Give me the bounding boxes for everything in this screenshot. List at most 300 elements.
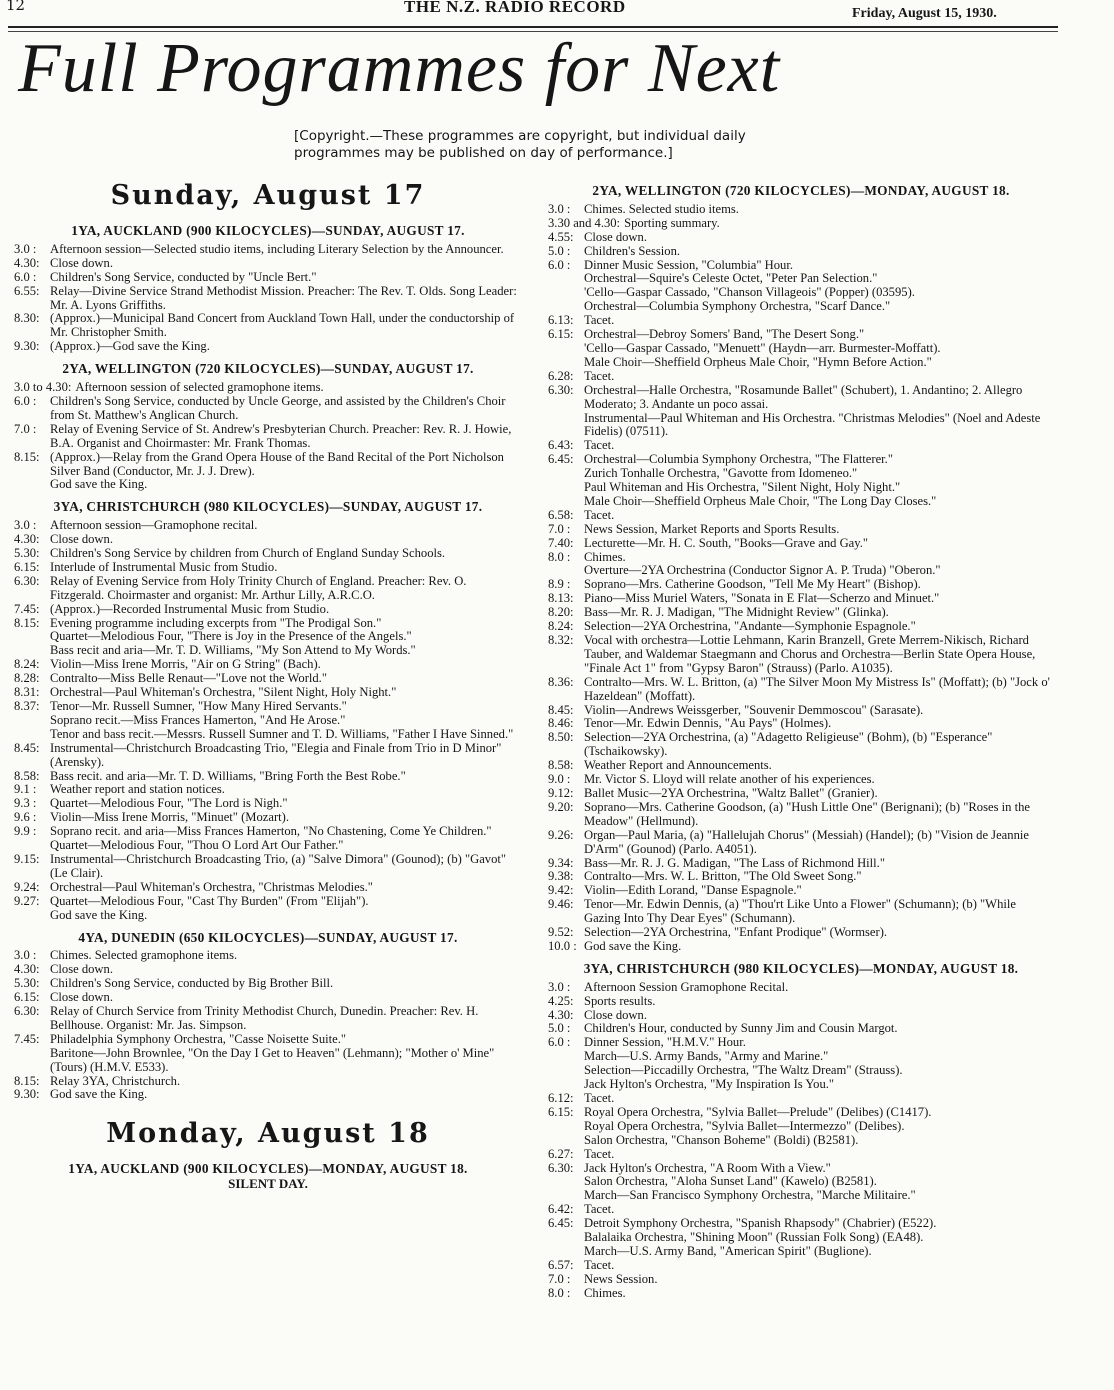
programme-item — [14, 825, 522, 839]
programme-item — [14, 381, 522, 395]
programme-text: Soprano recit. and aria—Miss Frances Hamerton, "No Chastening, Come Ye Children." — [50, 824, 492, 839]
programme-text: Violin—Andrews Weissgerber, "Souvenir Demmoscou" (Sarasate). — [584, 702, 924, 717]
programme-time: 7.0 : — [14, 421, 37, 436]
programme-text: Violin—Miss Irene Morris, "Minuet" (Mozart). — [50, 810, 289, 825]
programme-item — [548, 1245, 1054, 1259]
programme-item — [548, 1036, 1054, 1050]
programme-text: Contralto—Miss Belle Renaut—"Love not the World." — [50, 671, 327, 686]
programme-time: 8.31: — [14, 685, 40, 700]
programme-time: 6.58: — [548, 507, 574, 522]
programme-text: Weather report and station notices. — [50, 782, 225, 797]
programme-item — [548, 439, 1054, 453]
programme-text: Orchestral—Squire's Celeste Octet, "Peter Pan Selection." — [584, 271, 878, 286]
programme-text: Close down. — [50, 962, 113, 977]
programme-text: Salon Orchestra, "Chanson Boheme" (Boldi) (B2581). — [584, 1132, 859, 1147]
programme-item — [548, 286, 1054, 300]
programme-time: 9.30: — [14, 339, 40, 354]
programme-time: 5.30: — [14, 546, 40, 561]
programme-text: Tacet. — [584, 1202, 615, 1217]
programme-item — [548, 272, 1054, 286]
programme-time: 3.0 : — [14, 518, 37, 533]
programme-time: 9.52: — [548, 925, 574, 940]
programme-text: Afternoon session of selected gramophone items. — [75, 380, 324, 395]
programme-time: 6.13: — [548, 313, 574, 328]
programme-text: Jack Hylton's Orchestra, "My Inspiration Is You." — [584, 1077, 835, 1092]
programme-text: God save the King. — [584, 938, 682, 953]
programme-item — [548, 1273, 1054, 1287]
programme-item — [14, 575, 522, 603]
programme-time: 6.42: — [548, 1202, 574, 1217]
programme-item — [548, 787, 1054, 801]
programme-text: Male Choir—Sheffield Orpheus Male Choir, "Hymn Before Action." — [584, 354, 932, 369]
station-title-auckland-monday: 1YA, AUCKLAND (900 KILOCYCLES)—MONDAY, AUGUST 18. — [68, 1161, 468, 1177]
programme-item — [14, 811, 522, 825]
issue-date: Friday, August 15, 1930. — [852, 6, 997, 21]
programme-text: Soprano—Mrs. Catherine Goodson, (a) "Hush Little One" (Berignani); (b) "Roses in the Meadow" (Hellmund). — [584, 799, 1030, 828]
programme-item — [548, 634, 1054, 676]
programme-item — [548, 495, 1054, 509]
programme-item — [14, 340, 522, 354]
programme-item — [548, 1106, 1054, 1120]
programme-text: Dinner Session, "H.M.V." Hour. — [584, 1035, 746, 1050]
programme-item — [14, 672, 522, 686]
programme-time: 8.0 : — [548, 1285, 571, 1300]
programme-item — [14, 1088, 522, 1102]
programme-time: 3.0 : — [548, 201, 571, 216]
programme-time: 8.50: — [548, 730, 574, 745]
programme-time: 9.34: — [548, 855, 574, 870]
programme-text: Close down. — [584, 1007, 647, 1022]
programme-item — [548, 1134, 1054, 1148]
programme-text: (Approx.)—Relay from the Grand Opera House of the Band Recital of the Port Nicholson Silver Band (Conductor, Mr. J. J. Drew). — [50, 449, 504, 478]
programme-text: News Session. — [584, 1271, 658, 1286]
programme-item — [14, 547, 522, 561]
programme-time: 8.15: — [14, 1073, 40, 1088]
programme-time: 8.36: — [548, 674, 574, 689]
programme-text: Selection—2YA Orchestrina, "Enfant Prodique" (Wormser). — [584, 925, 888, 940]
programme-time: 8.15: — [14, 449, 40, 464]
programme-text: Sporting summary. — [624, 215, 720, 230]
programme-text: Organ—Paul Maria, (a) "Hallelujah Chorus" (Messiah) (Handel); (b) "Vision de Jeannie D'Arm" (Gounod) (Parlo. A4051). — [584, 827, 1029, 856]
silent-day-note: SILENT DAY. — [228, 1176, 308, 1192]
programme-time: 9.3 : — [14, 796, 37, 811]
programme-text: Bass recit and aria—Mr. T. D. Williams, "My Son Attend to My Words." — [50, 643, 416, 658]
programme-time: 3.30 and 4.30: — [548, 215, 621, 230]
programme-time: 4.30: — [14, 962, 40, 977]
programme-text: (Approx.)—Recorded Instrumental Music from Studio. — [50, 601, 330, 616]
monday-stations — [548, 184, 1054, 1301]
programme-text: God save the King. — [50, 1087, 148, 1102]
programme-time: 8.9 : — [548, 577, 571, 592]
left-column — [14, 176, 522, 1191]
station-title: 3YA, CHRISTCHURCH (980 KILOCYCLES)—MONDAY, AUGUST 18. — [583, 960, 1019, 976]
programme-item — [548, 592, 1054, 606]
programme-text: (Approx.)—God save the King. — [50, 339, 210, 354]
programme-time: 4.30: — [14, 255, 40, 270]
programme-text: Overture—2YA Orchestrina (Conductor Signor A. P. Truda) "Oberon." — [584, 563, 941, 578]
programme-item — [14, 895, 522, 909]
programme-item — [548, 1259, 1054, 1273]
programme-time: 4.30: — [14, 532, 40, 547]
programme-text: Children's Session. — [584, 243, 681, 258]
programme-time: 6.57: — [548, 1257, 574, 1272]
programme-time: 6.0 : — [548, 257, 571, 272]
programme-text: Tenor—Mr. Russell Sumner, "How Many Hired Servants." — [50, 699, 347, 713]
programme-item — [548, 453, 1054, 467]
programme-text: Ballet Music—2YA Orchestrina, "Waltz Ballet" (Granier). — [584, 785, 878, 800]
programme-text: Mr. Victor S. Lloyd will relate another of his experiences. — [584, 772, 875, 787]
programme-text: Contralto—Mrs. W. L. Britton, "The Old Sweet Song." — [584, 869, 862, 884]
programme-time: 3.0 : — [14, 241, 37, 256]
page-number: 12 — [6, 0, 26, 14]
programme-time: 9.24: — [14, 879, 40, 894]
programme-text: News Session, Market Reports and Sports Results. — [584, 521, 840, 536]
programme-item — [548, 773, 1054, 787]
station-title: 4YA, DUNEDIN (650 KILOCYCLES)—SUNDAY, AUGUST 17. — [78, 929, 458, 945]
programme-text: Balalaika Orchestra, "Shining Moon" (Russian Folk Song) (EA48). — [584, 1230, 924, 1245]
programme-item — [548, 578, 1054, 592]
programme-text: Selection—Piccadilly Orchestra, "The Waltz Dream" (Strauss). — [584, 1063, 903, 1078]
programme-item — [14, 257, 522, 271]
programme-item — [548, 259, 1054, 273]
station-title: 2YA, WELLINGTON (720 KILOCYCLES)—SUNDAY, AUGUST 17. — [62, 361, 474, 377]
programme-item — [548, 676, 1054, 704]
programme-time: 8.13: — [548, 591, 574, 606]
programme-item — [548, 370, 1054, 384]
programme-item — [548, 1175, 1054, 1189]
programme-item — [14, 561, 522, 575]
programme-item — [548, 551, 1054, 565]
programme-text: Sports results. — [584, 993, 656, 1008]
programme-text: Tenor—Mr. Edwin Dennis, (a) "Thou'rt Like Unto a Flower" (Schumann); (b) "While Gazing Into Thy Dear Eyes" (Schumann). — [584, 897, 1016, 926]
programme-item — [14, 603, 522, 617]
programme-item — [548, 231, 1054, 245]
programme-item — [548, 829, 1054, 857]
programme-item — [548, 1189, 1054, 1203]
programme-time: 8.24: — [548, 619, 574, 634]
programme-item — [548, 356, 1054, 370]
programme-time: 5.0 : — [548, 243, 571, 258]
programme-item — [548, 884, 1054, 898]
programme-text: Paul Whiteman and His Orchestra, "Silent Night, Holy Night." — [584, 480, 901, 495]
programme-text: Bass—Mr. R. J. G. Madigan, "The Lass of Richmond Hill." — [584, 855, 885, 870]
programme-time: 9.15: — [14, 851, 40, 866]
programme-text: Orchestral—Paul Whiteman's Orchestra, "Silent Night, Holy Night." — [50, 685, 397, 700]
programme-text: Bass recit. and aria—Mr. T. D. Williams, "Bring Forth the Best Robe." — [50, 768, 406, 783]
programme-time: 7.0 : — [548, 1271, 571, 1286]
programme-item — [548, 1287, 1054, 1301]
programme-time: 3.0 : — [14, 948, 37, 963]
programme-text: Instrumental—Christchurch Broadcasting Trio, "Elegia and Finale from Trio in D Minor" (Arensky). — [50, 740, 502, 769]
programme-text: Orchestral—Paul Whiteman's Orchestra, "Christmas Melodies." — [50, 879, 373, 894]
programme-text: Afternoon session—Gramophone recital. — [50, 518, 258, 533]
station-title: 1YA, AUCKLAND (900 KILOCYCLES)—SUNDAY, AUGUST 17. — [71, 223, 465, 238]
programme-item — [14, 644, 522, 658]
page-headline: Full Programmes for Next — [18, 30, 781, 107]
programme-text: Orchestral—Columbia Symphony Orchestra, "Scarf Dance." — [584, 299, 891, 314]
programme-item — [14, 700, 522, 714]
programme-text: Tacet. — [584, 1146, 615, 1161]
programme-text: Relay of Evening Service from Holy Trinity Church of England. Preacher: Rev. O. Fitzgerald. Choirmaster and organist: Mr. Arthur Lilly, A.R.C.O. — [50, 573, 467, 602]
programme-text: Chimes. — [584, 1285, 626, 1300]
programme-item — [548, 1217, 1054, 1231]
programme-time: 7.45: — [14, 1031, 40, 1046]
programme-time: 8.58: — [548, 758, 574, 773]
programme-time: 9.38: — [548, 869, 574, 884]
programme-time: 8.37: — [14, 699, 40, 713]
programme-text: Male Choir—Sheffield Orpheus Male Choir, "The Long Day Closes." — [584, 493, 937, 508]
programme-item — [548, 203, 1054, 217]
programme-item — [14, 395, 522, 423]
programme-text: Relay of Church Service from Trinity Methodist Church, Dunedin. Preacher: Rev. H. Bellhouse. Organist: Mr. Jas. Simpson. — [50, 1004, 479, 1032]
publication-title: THE N.Z. RADIO RECORD — [404, 0, 626, 16]
programme-text: Close down. — [50, 532, 113, 547]
programme-item — [548, 1064, 1054, 1078]
programme-time: 6.55: — [14, 283, 40, 298]
programme-item — [548, 328, 1054, 342]
programme-text: Instrumental—Paul Whiteman and His Orchestra. "Christmas Melodies" (Noel and Adeste Fidelis) (07511). — [584, 410, 1041, 439]
programme-text: Tacet. — [584, 313, 615, 328]
programme-item — [548, 1203, 1054, 1217]
programme-text: 'Cello—Gaspar Cassado, "Menuett" (Haydn—arr. Burmester-Moffatt). — [584, 340, 941, 355]
programme-text: Close down. — [50, 255, 113, 270]
programme-text: Jack Hylton's Orchestra, "A Room With a View." — [584, 1160, 831, 1175]
programme-time: 3.0 : — [548, 979, 571, 994]
programme-time: 4.55: — [548, 229, 574, 244]
programme-item — [14, 478, 522, 492]
programme-time: 7.40: — [548, 535, 574, 550]
programme-text: Afternoon Session Gramophone Recital. — [584, 979, 789, 994]
programme-text: Salon Orchestra, "Aloha Sunset Land" (Kawelo) (B2581). — [584, 1174, 877, 1189]
programme-item — [548, 926, 1054, 940]
programme-text: Lecturette—Mr. H. C. South, "Books—Grave and Gay." — [584, 535, 869, 550]
programme-item — [548, 509, 1054, 523]
programme-text: Quartet—Melodious Four, "Thou O Lord Art Our Father." — [50, 838, 344, 853]
programme-item — [14, 1005, 522, 1033]
programme-item — [548, 245, 1054, 259]
programme-item — [14, 1075, 522, 1089]
programme-text: Zurich Tonhalle Orchestra, "Gavotte from Idomeneo." — [584, 466, 858, 481]
programme-item — [548, 564, 1054, 578]
programme-item — [548, 1050, 1054, 1064]
programme-time: 6.15: — [548, 1104, 574, 1119]
programme-time: 6.0 : — [14, 269, 37, 284]
programme-item — [548, 481, 1054, 495]
programme-item — [14, 533, 522, 547]
sunday-stations — [14, 224, 522, 1102]
programme-time: 8.32: — [548, 633, 574, 647]
programme-time: 9.30: — [14, 1087, 40, 1102]
programme-text: Tenor and bass recit.—Messrs. Russell Sumner and T. D. Williams, "Father I Have Sinned." — [50, 726, 514, 741]
programme-text: Royal Opera Orchestra, "Sylvia Ballet—Prelude" (Delibes) (C1417). — [584, 1104, 932, 1119]
programme-text: Children's Song Service, conducted by Uncle George, and assisted by the Children's Choir from St. Matthew's Anglican Church. — [50, 393, 506, 422]
day-heading-monday: Monday, August 18 — [106, 1118, 430, 1150]
programme-item — [548, 1092, 1054, 1106]
programme-text: Royal Opera Orchestra, "Sylvia Ballet—Intermezzo" (Delibes). — [584, 1118, 905, 1133]
programme-item — [548, 467, 1054, 481]
programme-item — [548, 759, 1054, 773]
programme-item — [14, 853, 522, 881]
programme-text: Tacet. — [584, 1257, 615, 1272]
programme-time: 6.15: — [14, 559, 40, 574]
programme-item — [548, 731, 1054, 759]
programme-text: Evening programme including excerpts from "The Prodigal Son." — [50, 615, 382, 630]
programme-item — [548, 898, 1054, 926]
programme-item — [14, 243, 522, 257]
programme-item — [14, 797, 522, 811]
programme-text: Contralto—Mrs. W. L. Britton, (a) "The Silver Moon My Mistress Is" (Moffatt); (b) "Jock o' Hazeldean" (Moffatt). — [584, 674, 1050, 703]
programme-text: Philadelphia Symphony Orchestra, "Casse Noisette Suite." — [50, 1031, 347, 1046]
programme-time: 9.9 : — [14, 824, 37, 839]
programme-text: Tacet. — [584, 438, 615, 453]
programme-time: 6.30: — [14, 573, 40, 588]
programme-time: 8.46: — [548, 716, 574, 731]
copyright-note: [Copyright.—These programmes are copyright, but individual daily programmes may be published on day of performance.] — [294, 128, 746, 161]
programme-time: 7.45: — [14, 601, 40, 616]
programme-item — [548, 857, 1054, 871]
programme-text: Tacet. — [584, 368, 615, 383]
programme-text: Bass—Mr. R. J. Madigan, "The Midnight Review" (Glinka). — [584, 605, 889, 620]
programme-text: Relay 3YA, Christchurch. — [50, 1073, 181, 1088]
programme-item — [548, 870, 1054, 884]
programme-text: Piano—Miss Muriel Waters, "Sonata in E Flat—Scherzo and Minuet." — [584, 591, 940, 606]
programme-time: 10.0 : — [548, 938, 577, 953]
programme-time: 4.25: — [548, 993, 574, 1008]
programme-item — [548, 717, 1054, 731]
programme-item — [14, 963, 522, 977]
programme-item — [548, 300, 1054, 314]
programme-item — [14, 423, 522, 451]
programme-text: Orchestral—Halle Orchestra, "Rosamunde Ballet" (Schubert), 1. Andantino; 2. Allegro Moderato; 3. Andante un poco assai. — [584, 382, 1023, 411]
programme-time: 9.27: — [14, 893, 40, 908]
programme-item — [548, 801, 1054, 829]
programme-item — [14, 742, 522, 770]
programme-time: 9.12: — [548, 785, 574, 800]
programme-text: Violin—Edith Lorand, "Danse Espagnole." — [584, 883, 802, 898]
programme-text: Close down. — [50, 990, 113, 1005]
programme-time: 9.0 : — [548, 772, 571, 787]
station-title: 3YA, CHRISTCHURCH (980 KILOCYCLES)—SUNDAY, AUGUST 17. — [53, 499, 483, 515]
programme-time: 8.30: — [14, 311, 40, 326]
programme-text: March—U.S. Army Band, "American Spirit" (Buglione). — [584, 1243, 872, 1258]
programme-text: Baritone—John Brownlee, "On the Day I Get to Heaven" (Lehmann); "Mother o' Mine" (Tours) (H.M.V. E533). — [50, 1045, 495, 1074]
programme-text: Orchestral—Columbia Symphony Orchestra, "The Flatterer." — [584, 452, 893, 467]
programme-text: Relay—Divine Service Strand Methodist Mission. Preacher: The Rev. T. Olds. Song Leader: Mr. A. Lyons Griffiths. — [50, 283, 517, 312]
programme-text: Instrumental—Christchurch Broadcasting Trio, (a) "Salve Dimora" (Gounod); (b) "Gavot" (Le Clair). — [50, 851, 507, 880]
programme-text: Chimes. — [584, 549, 626, 564]
day-heading-sunday: Sunday, August 17 — [110, 180, 426, 211]
programme-text: Soprano recit.—Miss Frances Hamerton, "And He Arose." — [50, 712, 346, 727]
programme-item — [14, 949, 522, 963]
programme-item — [548, 1009, 1054, 1023]
programme-text: Violin—Miss Irene Morris, "Air on G String" (Bach). — [50, 657, 321, 672]
programme-time: 6.30: — [14, 1004, 40, 1019]
programme-item — [14, 714, 522, 728]
programme-item — [14, 839, 522, 853]
programme-text: God save the King. — [50, 477, 148, 492]
programme-item — [14, 728, 522, 742]
programme-item — [14, 271, 522, 285]
programme-text: Dinner Music Session, "Columbia" Hour. — [584, 257, 793, 272]
programme-item — [548, 217, 1054, 231]
header-rule — [8, 26, 1058, 28]
programme-time: 4.30: — [548, 1007, 574, 1022]
programme-text: Detroit Symphony Orchestra, "Spanish Rhapsody" (Chabrier) (E522). — [584, 1216, 937, 1231]
programme-item — [14, 1033, 522, 1047]
programme-text: Tacet. — [584, 507, 615, 522]
programme-text: Soprano—Mrs. Catherine Goodson, "Tell Me My Heart" (Bishop). — [584, 577, 921, 592]
programme-text: Children's Hour, conducted by Sunny Jim and Cousin Margot. — [584, 1021, 898, 1036]
programme-time: 8.15: — [14, 615, 40, 630]
programme-item — [14, 770, 522, 784]
programme-item — [14, 909, 522, 923]
programme-time: 5.0 : — [548, 1021, 571, 1036]
right-column — [548, 176, 1054, 1301]
programme-text: Afternoon session—Selected studio items, including Literary Selection by the Announcer. — [50, 241, 504, 256]
programme-time: 8.45: — [14, 740, 40, 755]
programme-text: Tenor—Mr. Edwin Dennis, "Au Pays" (Holmes). — [584, 716, 832, 731]
programme-time: 6.27: — [548, 1146, 574, 1161]
programme-item — [548, 1078, 1054, 1092]
programme-item — [548, 995, 1054, 1009]
programme-time: 8.28: — [14, 671, 40, 686]
programme-text: Chimes. Selected gramophone items. — [50, 948, 238, 963]
programme-text: Quartet—Melodious Four, "There is Joy in the Presence of the Angels." — [50, 629, 412, 644]
programme-time: 8.0 : — [548, 549, 571, 564]
programme-time: 3.0 to 4.30: — [14, 380, 72, 395]
programme-text: Children's Song Service by children from Church of England Sunday Schools. — [50, 546, 446, 561]
programme-text: 'Cello—Gaspar Cassado, "Chanson Villageois" (Popper) (03595). — [584, 285, 915, 300]
programme-item — [14, 783, 522, 797]
programme-text: Children's Song Service, conducted by Big Brother Bill. — [50, 976, 334, 991]
programme-time: 6.30: — [548, 382, 574, 397]
programme-time: 9.26: — [548, 827, 574, 842]
programme-item — [14, 451, 522, 479]
programme-item — [548, 1162, 1054, 1176]
programme-text: Relay of Evening Service of St. Andrew's Presbyterian Church. Preacher: Rev. R. J. Howie, B.A. Organist and Choirmaster: Mr. Frank Thomas. — [50, 421, 512, 450]
programme-time: 8.58: — [14, 768, 40, 783]
programme-time: 6.28: — [548, 368, 574, 383]
programme-time: 9.20: — [548, 799, 574, 814]
programme-item — [548, 620, 1054, 634]
programme-text: March—U.S. Army Bands, "Army and Marine." — [584, 1049, 829, 1064]
programme-time: 8.24: — [14, 657, 40, 672]
programme-text: Children's Song Service, conducted by "Uncle Bert." — [50, 269, 317, 284]
programme-item — [14, 519, 522, 533]
programme-item — [548, 606, 1054, 620]
programme-item — [548, 1120, 1054, 1134]
programme-item — [548, 523, 1054, 537]
programme-time: 6.45: — [548, 452, 574, 467]
programme-time: 6.30: — [548, 1160, 574, 1175]
programme-item — [548, 412, 1054, 440]
programme-text: Close down. — [584, 229, 647, 244]
programme-text: Quartet—Melodious Four, "The Lord is Nigh." — [50, 796, 288, 811]
programme-item — [548, 940, 1054, 954]
programme-time: 6.43: — [548, 438, 574, 453]
programme-time: 9.46: — [548, 897, 574, 912]
programme-item — [548, 1022, 1054, 1036]
programme-text: March—San Francisco Symphony Orchestra, "Marche Militaire." — [584, 1188, 916, 1203]
programme-time: 5.30: — [14, 976, 40, 991]
page-header — [0, 0, 1114, 26]
programme-time: 6.15: — [548, 327, 574, 342]
programme-time: 6.45: — [548, 1216, 574, 1231]
programme-item — [548, 1231, 1054, 1245]
programme-item — [14, 658, 522, 672]
programme-item — [14, 1047, 522, 1075]
programme-time: 6.0 : — [14, 393, 37, 408]
